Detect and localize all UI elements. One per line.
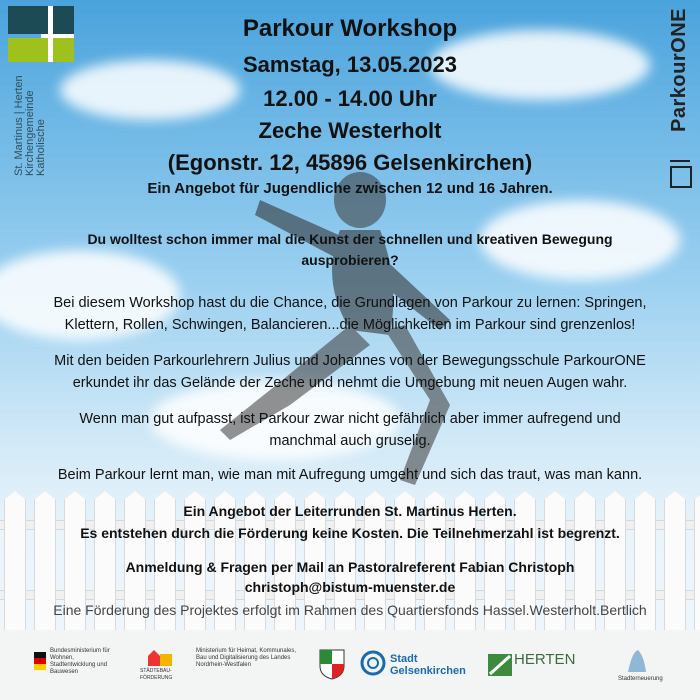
paragraph-text: manchmal auch gruselig. (269, 433, 431, 449)
event-audience: Ein Angebot für Jugendliche zwischen 12 und 16 Jahren. (147, 180, 553, 197)
intro-question: ausprobieren? (301, 252, 399, 268)
stadterneuerung-icon (624, 648, 650, 674)
sponsor-gelsenkirchen-line: Gelsenkirchen (390, 665, 466, 677)
paragraph-text: Bei diesem Workshop hast du die Chance, die Grundlagen von Parkour zu lernen: Springen, (53, 295, 647, 311)
intro-question: Du wolltest schon immer mal die Kunst der schnellen und kreativen Bewegung (87, 231, 613, 247)
event-time: 12.00 - 14.00 Uhr (263, 86, 437, 111)
organizer-text: Es entstehen durch die Förderung keine Kosten. Die Teilnehmerzahl ist begrenzt. (80, 525, 620, 541)
herten-logo-icon (488, 654, 512, 676)
church-logo-line: St. Martinus | Herten (13, 75, 25, 176)
sponsor-bmi: Bundesministerium für Wohnen, Stadtentwicklung und Bauwesen (50, 648, 110, 675)
staedtebau-icon (148, 650, 172, 666)
sponsor-mhkbd: Ministerium für Heimat, Kommunales, Bau und Digitalisierung des Landes Nordrhein-Westfalen (196, 648, 297, 668)
sponsor-gelsenkirchen (390, 653, 466, 677)
paragraph-text: Mit den beiden Parkourlehrern Julius und Johannes von der Bewegungsschule ParkourONE (54, 353, 646, 369)
paragraph-text: erkundet ihr das Gelände der Zeche und nehmt die Umgebung mit neuen Augen wahr. (72, 375, 628, 391)
sponsor-stadterneuerung: Stadterneuerung (618, 676, 663, 682)
paragraph-text: Wenn man gut aufpasst, ist Parkour zwar nicht gefährlich aber immer aufregend und (79, 411, 621, 427)
paragraph-text: Klettern, Rollen, Schwingen, Balancieren...die Möglichkeiten im Parkour sind grenzenlos! (64, 317, 636, 333)
church-logo-line: Kirchengemeinde (24, 90, 36, 176)
parkourone-logo-text: ParkourONE (668, 8, 690, 132)
contact-text: Anmeldung & Fragen per Mail an Pastoralreferent Fabian Christoph (125, 559, 575, 575)
page-title: Parkour Workshop (242, 15, 458, 42)
federal-eagle-icon (34, 652, 46, 670)
sponsor-logos (0, 640, 700, 700)
sponsor-gelsenkirchen-line: Stadt (390, 653, 418, 665)
nrw-coat-of-arms-icon (318, 648, 346, 680)
event-address: (Egonstr. 12, 45896 Gelsenkirchen) (167, 150, 533, 175)
event-location: Zeche Westerholt (258, 118, 442, 143)
organizer-text: Ein Angebot der Leiterrunden St. Martinus Herten. (183, 503, 517, 519)
sponsor-staedtebau: STÄDTEBAU-FÖRDERUNG (140, 668, 173, 681)
funding-note: Eine Förderung des Projektes erfolgt im Rahmen des Quartiersfonds Hassel.Westerholt.Bertlich (53, 602, 647, 618)
paragraph-text: Beim Parkour lernt man, wie man mit Aufregung umgeht und sich das traut, was man kann. (57, 467, 643, 483)
church-logo-line: Katholische (35, 119, 47, 176)
contact-email: christoph@bistum-muenster.de (244, 579, 456, 595)
event-date: Samstag, 13.05.2023 (242, 52, 458, 77)
gelsenkirchen-logo-icon (360, 650, 386, 676)
sponsor-herten: HERTEN (514, 651, 576, 668)
